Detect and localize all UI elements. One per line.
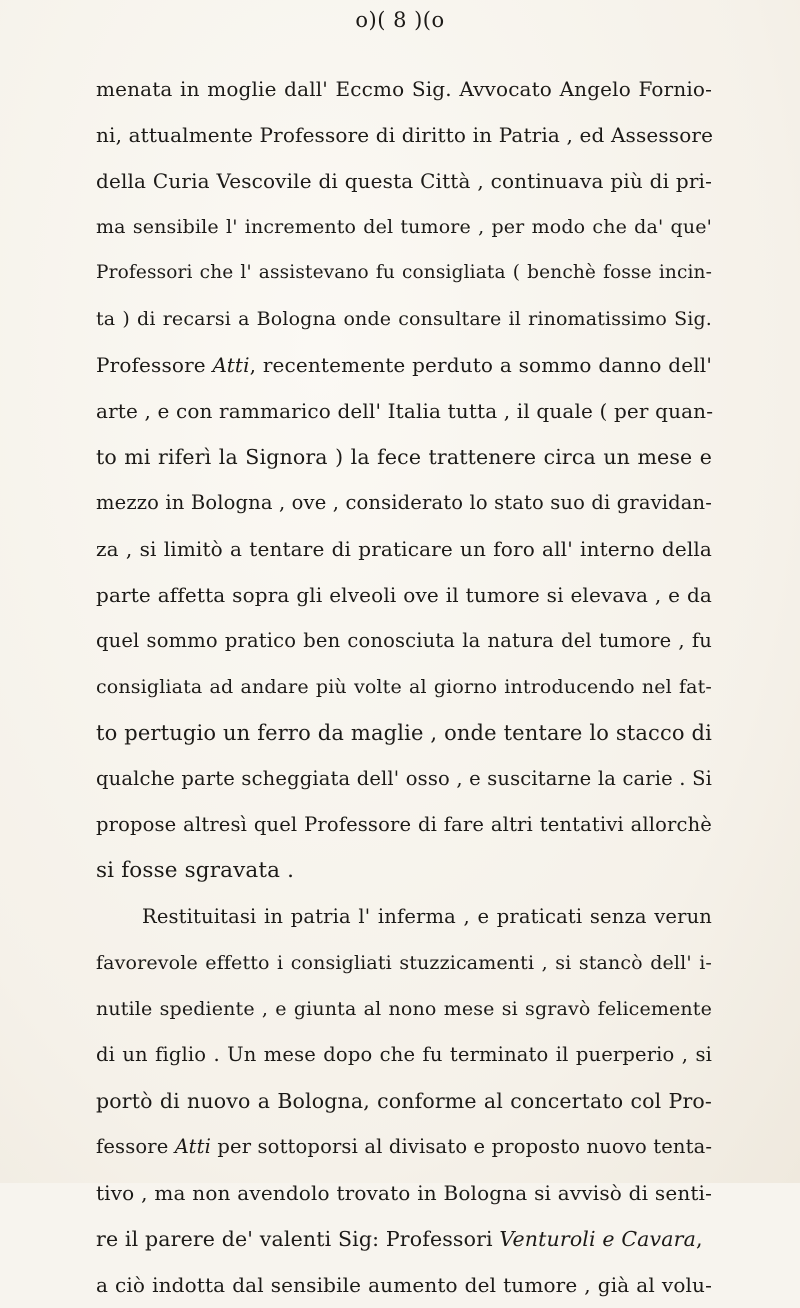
text-line: tivo , ma non avendolo trovato in Bologna si avvisò di senti- xyxy=(96,1181,712,1205)
text-line: propose altresì quel Professore di fare altri tentativi allorchè xyxy=(96,813,712,836)
text-line: ni, attualmente Professore di diritto in Patria , ed Assessore xyxy=(96,123,714,147)
text-line: parte affetta sopra gli elveoli ove il tumore si elevava , e da xyxy=(96,583,712,607)
text-line: nutile spediente , e giunta al nono mese si sgravò felicemente xyxy=(96,998,712,1020)
text-line: za , si limitò a tentare di praticare un foro all' interno della xyxy=(96,537,712,561)
text-line: arte , e con rammarico dell' Italia tutta , il quale ( per quan- xyxy=(96,399,714,423)
text-line: favorevole effetto i consigliati stuzzicamenti , si stancò dell' i- xyxy=(96,952,712,974)
italic-name: Atti xyxy=(174,1135,212,1158)
body-text xyxy=(96,66,712,1308)
text-run: fessore xyxy=(96,1135,175,1158)
text-run: , recentemente perduto a sommo danno dell' xyxy=(249,353,712,377)
text-line: to pertugio un ferro da maglie , onde tentare lo stacco di xyxy=(96,721,712,745)
page-number: o)( 8 )(o xyxy=(355,8,445,32)
text-line: portò di nuovo a Bologna, conforme al concertato col Pro- xyxy=(96,1089,712,1113)
text-line: consigliata ad andare più volte al giorno introducendo nel fat- xyxy=(96,676,712,698)
text-line: Restituitasi in patria l' inferma , e praticati senza verun xyxy=(142,905,712,928)
text-line: ma sensibile l' incremento del tumore , per modo che da' que' xyxy=(96,216,712,238)
text-run: re il parere de' valenti Sig: Professori xyxy=(96,1227,500,1251)
text-line: menata in moglie dall' Eccmo Sig. Avvocato Angelo Fornio- xyxy=(96,77,712,101)
text-line: ta ) di recarsi a Bologna onde consultare il rinomatissimo Sig. xyxy=(96,308,712,330)
text-line: Professori che l' assistevano fu consigliata ( benchè fosse incin- xyxy=(96,262,712,283)
text-line: si fosse sgravata . xyxy=(96,858,295,883)
text-line: mezzo in Bologna , ove , considerato lo stato suo di gravidan- xyxy=(96,491,712,514)
text-line: qualche parte scheggiata dell' osso , e suscitarne la carie . Si xyxy=(96,767,712,790)
italic-name: Atti xyxy=(212,353,250,377)
text-line: a ciò indotta dal sensibile aumento del tumore , già al volu- xyxy=(96,1273,712,1297)
text-line xyxy=(96,342,712,388)
text-line xyxy=(96,1124,712,1170)
text-line: della Curia Vescovile di questa Città , continuava più di pri- xyxy=(96,169,712,193)
text-line: di un figlio . Un mese dopo che fu terminato il puerperio , si xyxy=(96,1043,712,1066)
text-line xyxy=(96,1216,712,1262)
italic-name: Venturoli e Cavara xyxy=(499,1227,696,1251)
text-line: to mi riferì la Signora ) la fece trattenere circa un mese e xyxy=(96,445,712,469)
text-run: per sottoporsi al divisato e proposto nuovo tenta- xyxy=(211,1135,713,1158)
text-run: Professore xyxy=(96,353,213,377)
text-line: quel sommo pratico ben conosciuta la natura del tumore , fu xyxy=(96,629,712,652)
text-run: , xyxy=(695,1227,703,1251)
